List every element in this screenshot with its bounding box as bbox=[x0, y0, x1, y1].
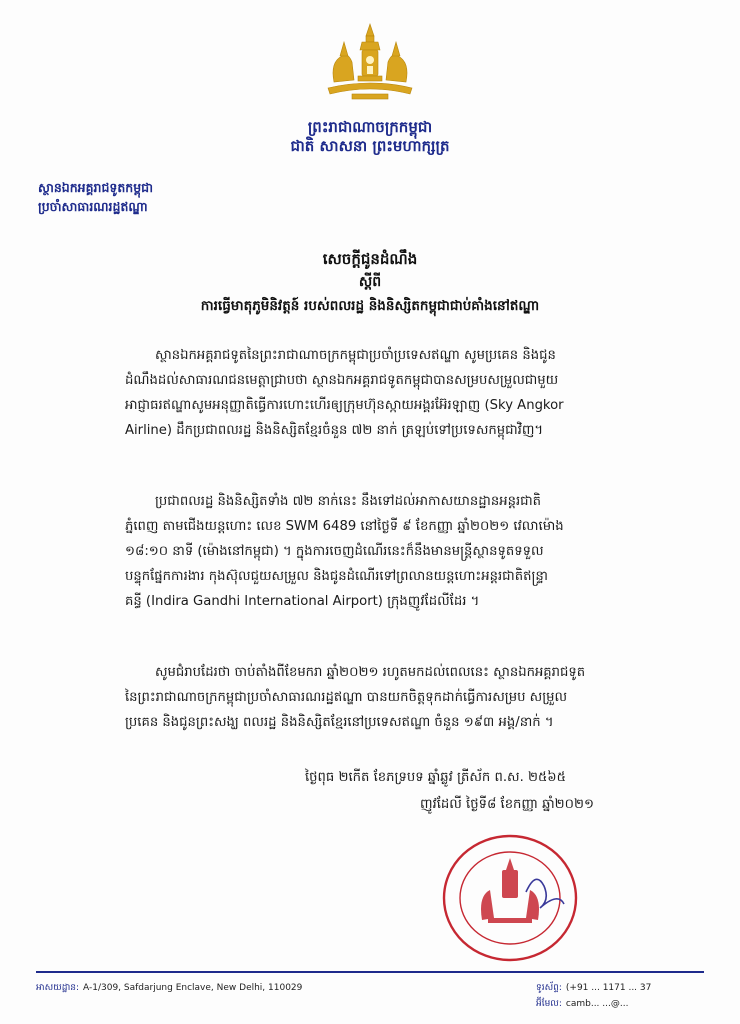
paragraph-3 bbox=[125, 660, 707, 735]
royal-coat-of-arms-emblem bbox=[322, 22, 418, 102]
paragraph-line: ប្រគេន និងជូនព្រះសង្ឃ ពលរដ្ឋ និងនិស្សិតខ្មែរនៅប្រទេសឥណ្ឌា ចំនួន ១៩៣ អង្គ/នាក់ ។ bbox=[125, 715, 554, 730]
phone-value: (+91 ... 1171 ... 37 bbox=[565, 983, 652, 993]
paragraph-line: គន្ធី (Indira Gandhi International Airport) ក្រុងញូវដែលីដែរ ។ bbox=[125, 594, 480, 609]
embassy-location: ប្រចាំសាធារណរដ្ឋឥណ្ឌា bbox=[38, 199, 148, 214]
footer-phone bbox=[536, 982, 651, 995]
email-value: camb... ...@... bbox=[565, 999, 629, 1009]
national-motto: ជាតិ សាសនា ព្រះមហាក្សត្រ bbox=[290, 137, 450, 155]
paragraph-line: ស្ថានឯកអគ្គរាជទូតនៃព្រះរាជាណាចក្រកម្ពុជាប្រចាំប្រទេសឥណ្ឌា សូមប្រគេន និងជូន bbox=[155, 348, 556, 363]
address-label: អាសយដ្ឋាន: bbox=[36, 983, 80, 993]
footer-email bbox=[536, 998, 628, 1011]
notice-subtitle-about: ស្តីពី bbox=[358, 274, 382, 290]
kingdom-title: ព្រះរាជាណាចក្រកម្ពុជា bbox=[307, 118, 433, 136]
paragraph-line: ភ្នំពេញ តាមជើងយន្តហោះ លេខ SWM 6489 នៅថ្ងៃទី ៩ ខែកញ្ញា ឆ្នាំ២០២១ វេលាម៉ោង bbox=[125, 519, 564, 534]
footer-divider bbox=[36, 971, 704, 973]
paragraph-1 bbox=[125, 343, 707, 443]
paragraph-line: នៃព្រះរាជាណាចក្រកម្ពុជាប្រចាំសាធារណរដ្ឋឥណ្ឌា បានយកចិត្តទុកដាក់ធ្វើការសម្រប សម្រួល bbox=[125, 690, 568, 705]
footer-address bbox=[36, 982, 302, 995]
paragraph-line: Airline) ដឹកប្រជាពលរដ្ឋ និងនិស្សិតខ្មែរចំនួន ៧២ នាក់ ត្រឡប់ទៅប្រទេសកម្ពុជាវិញ។ bbox=[125, 423, 544, 438]
paragraph-2 bbox=[125, 489, 707, 614]
solar-date: ញូវដែលី ថ្ងៃទី៨ ខែកញ្ញា ឆ្នាំ២០២១ bbox=[420, 797, 594, 812]
address-value: A-1/309, Safdarjung Enclave, New Delhi, 110029 bbox=[83, 983, 303, 993]
email-label: អ៊ីមែល: bbox=[536, 999, 562, 1009]
embassy-seal-stamp bbox=[440, 830, 590, 966]
paragraph-line: ប្រជាពលរដ្ឋ និងនិស្សិតទាំង ៧២ នាក់នេះ នឹងទៅដល់អាកាសយានដ្ឋានអន្តរជាតិ bbox=[155, 494, 542, 509]
lunar-date: ថ្ងៃពុធ ២កើត ខែភទ្របទ ឆ្នាំឆ្លូវ ត្រីស័ក ព.ស. ២៥៦៥ bbox=[305, 770, 566, 785]
paragraph-line: ១៨:១០ នាទី (ម៉ោងនៅកម្ពុជា) ។ ក្នុងការចេញដំណើរនេះក៏នឹងមានមន្ត្រីស្ថានទូតទទួល bbox=[125, 544, 544, 559]
paragraph-line: ដំណឹងដល់សាធារណជនមេត្តាជ្រាបថា ស្ថានឯកអគ្គរាជទូតកម្ពុជាបានសម្របសម្រួលជាមួយ bbox=[125, 373, 559, 388]
paragraph-line: បន្ទុកផ្នែកការងារ កុងស៊ុលជួយសម្រួល និងជូនដំណើរទៅព្រលានយន្តហោះអន្តរជាតិឥន្ទ្រា bbox=[125, 569, 548, 584]
embassy-name: ស្ថានឯកអគ្គរាជទូតកម្ពុជា bbox=[38, 180, 154, 195]
phone-label: ទូរស័ព្ទ: bbox=[536, 983, 562, 993]
paragraph-line: អាជ្ញាធរឥណ្ឌាសូមអនុញ្ញាតិធ្វើការហោះហើរឲ្យក្រុមហ៊ុនស្កាយអង្គរអ៊ែរឡាញ (Sky Angkor bbox=[125, 398, 564, 413]
notice-title: សេចក្តីជូនដំណឹង bbox=[322, 250, 418, 268]
paragraph-line: សូមជំរាបដែរថា ចាប់តាំងពីខែមករា ឆ្នាំ២០២១ រហូតមកដល់ពេលនេះ ស្ថានឯកអគ្គរាជទូត bbox=[155, 665, 586, 680]
notice-subject: ការធ្វើមាតុភូមិនិវត្តន៍ របស់ពលរដ្ឋ និងនិស្សិតកម្ពុជាជាប់គាំងនៅឥណ្ឌា bbox=[200, 298, 540, 314]
